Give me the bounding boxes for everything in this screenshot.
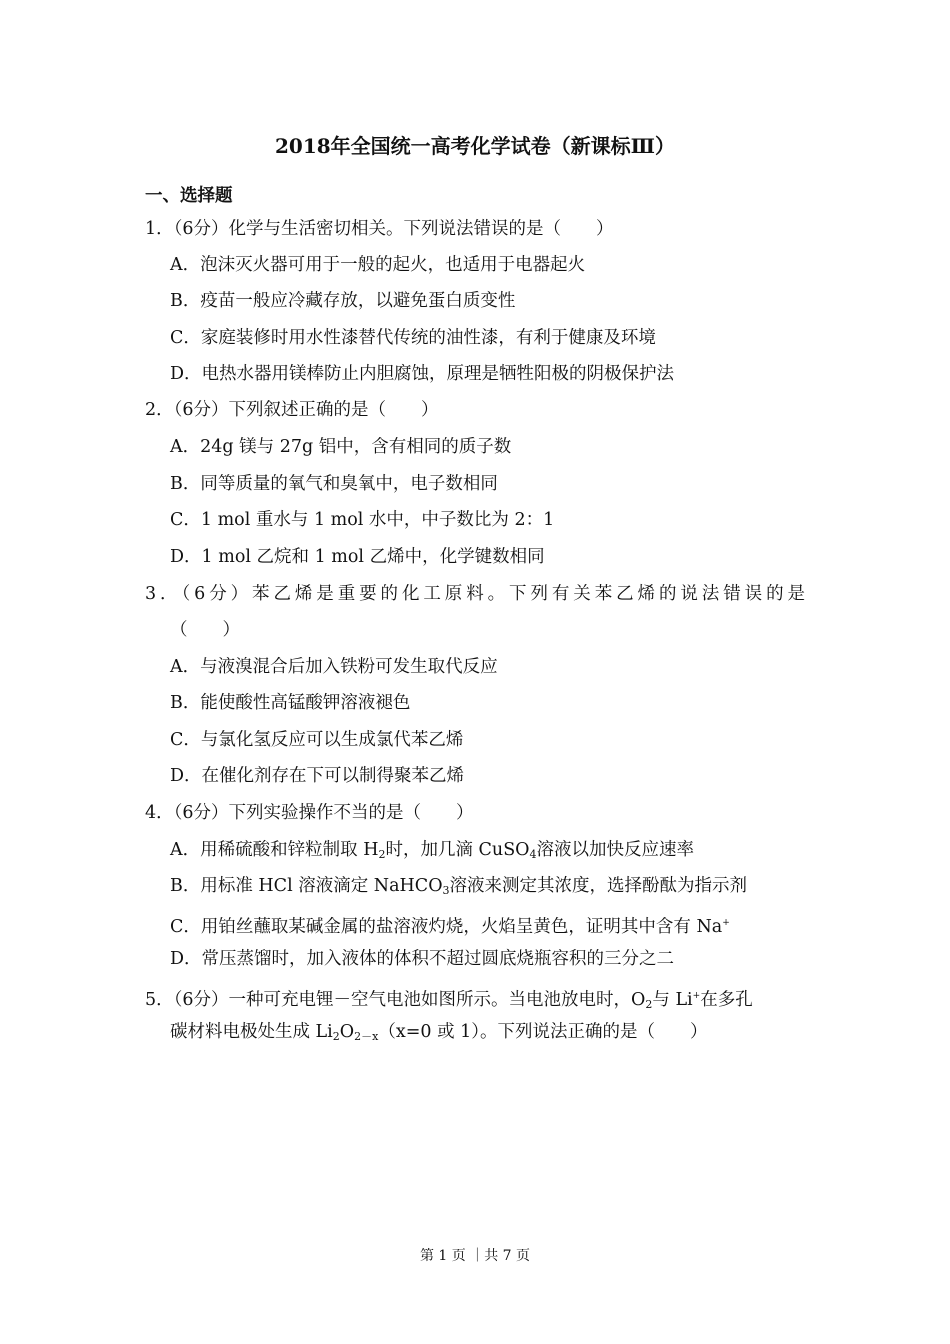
- subscript: 2: [332, 1030, 340, 1043]
- question-stem: 2．（6分）下列叙述正确的是（ ）: [145, 400, 439, 420]
- text: A．用稀硫酸和锌粒制取 H: [170, 840, 379, 860]
- question-stem-line2: [170, 1021, 708, 1048]
- text: C．用铂丝蘸取某碱金属的盐溶液灼烧，火焰呈黄色，证明其中含有 Na: [170, 917, 723, 937]
- option-d: D．电热水器用镁棒防止内胆腐蚀，原理是牺牲阳极的阴极保护法: [170, 364, 675, 384]
- option-c: [170, 912, 730, 938]
- subscript: 4: [529, 848, 537, 861]
- text: 在多孔: [700, 990, 753, 1010]
- question-stem-line1: [145, 985, 753, 1016]
- option-d: D．常压蒸馏时，加入液体的体积不超过圆底烧瓶容积的三分之二: [170, 949, 675, 969]
- option-a: A．与液溴混合后加入铁粉可发生取代反应: [170, 657, 498, 677]
- subscript: 3: [442, 884, 450, 897]
- option-c: C．家庭装修时用水性漆替代传统的油性漆，有利于健康及环境: [170, 328, 656, 348]
- text: B．用标准 HCl 溶液滴定 NaHCO: [170, 876, 443, 896]
- option-b: B．能使酸性高锰酸钾溶液褪色: [170, 693, 411, 713]
- text: 与 Li: [652, 990, 693, 1010]
- text: 溶液以加快反应速率: [536, 840, 695, 860]
- question-stem: 3．（6分）苯乙烯是重要的化工原料。下列有关苯乙烯的说法错误的是: [145, 584, 805, 604]
- option-a: [170, 839, 694, 866]
- question-stem-blank: （ ）: [170, 620, 240, 640]
- option-a: A．24g 镁与 27g 铝中，含有相同的质子数: [170, 437, 512, 457]
- text: 碳材料电极处生成 Li: [170, 1022, 333, 1042]
- text: （x=0 或 1）。下列说法正确的是（ ）: [378, 1022, 708, 1042]
- option-a: A．泡沫灭火器可用于一般的起火，也适用于电器起火: [170, 255, 586, 275]
- option-b: B．疫苗一般应冷藏存放，以避免蛋白质变性: [170, 291, 516, 311]
- superscript: +: [692, 991, 701, 1001]
- superscript: +: [722, 918, 730, 928]
- subscript: 2－x: [354, 1030, 379, 1043]
- option-d: D．在催化剂存在下可以制得聚苯乙烯: [170, 766, 465, 786]
- option-b: B．同等质量的氧气和臭氧中，电子数相同: [170, 474, 498, 494]
- question-stem: 1．（6分）化学与生活密切相关。下列说法错误的是（ ）: [145, 219, 614, 239]
- text: 时，加几滴 CuSO: [385, 840, 530, 860]
- section-heading: 一、选择题: [145, 186, 233, 206]
- question-stem: 4．（6分）下列实验操作不当的是（ ）: [145, 803, 474, 823]
- option-c: C．与氯化氢反应可以生成氯代苯乙烯: [170, 730, 464, 750]
- option-b: [170, 875, 747, 902]
- option-c: C．1 mol 重水与 1 mol 水中，中子数比为 2：1: [170, 510, 555, 530]
- subscript: 2: [645, 998, 653, 1011]
- subscript: 2: [378, 848, 386, 861]
- text: 溶液来测定其浓度，选择酚酞为指示剂: [449, 876, 748, 896]
- text: 5．（6分）一种可充电锂－空气电池如图所示。当电池放电时，O: [145, 990, 646, 1010]
- page-footer: 第 1 页 ｜共 7 页: [419, 1248, 531, 1264]
- page-title: 2018年全国统一高考化学试卷（新课标Ⅲ）: [274, 134, 676, 158]
- option-d: D．1 mol 乙烷和 1 mol 乙烯中，化学键数相同: [170, 547, 545, 567]
- text: O: [339, 1022, 355, 1042]
